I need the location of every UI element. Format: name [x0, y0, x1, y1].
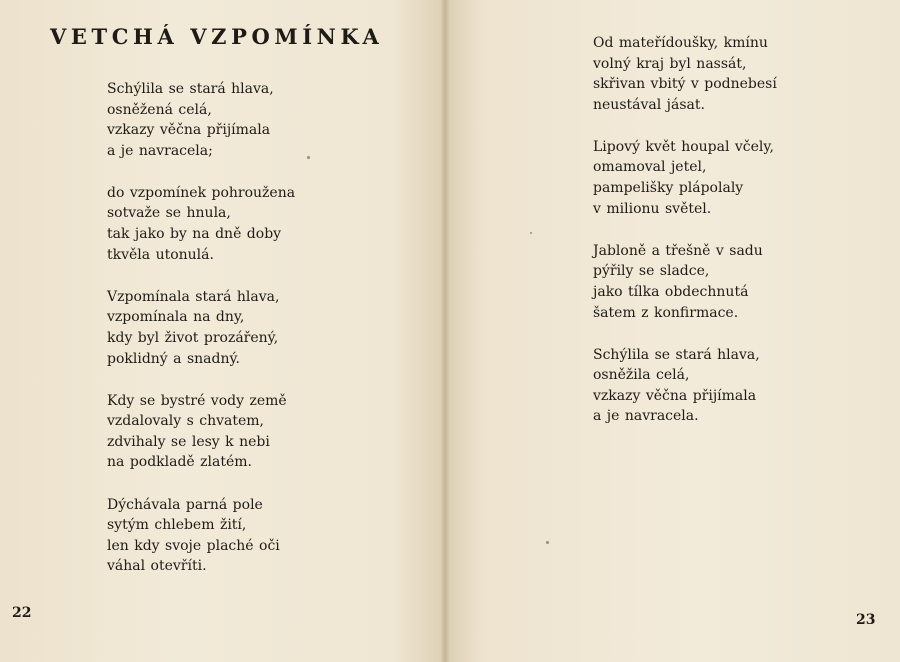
verse-line: jako tílka obdechnutá	[593, 283, 749, 300]
verse-line: Vzpomínala stará hlava,	[107, 288, 280, 305]
verse-line: sotvaže se hnula,	[107, 205, 231, 222]
stanza	[593, 241, 777, 323]
paper-speck	[546, 541, 549, 544]
verse-line: Kdy se bystré vody země	[107, 392, 287, 409]
page-number-left: 22	[12, 605, 32, 621]
right-page	[446, 0, 900, 662]
stanza	[107, 391, 295, 473]
poem-title: VETCHÁ VZPOMÍNKA	[50, 24, 384, 49]
verse-line: pýřily se sladce,	[593, 263, 710, 280]
verse-line: sytým chlebem žití,	[107, 517, 247, 534]
verse-line: na podkladě zlatém.	[107, 454, 253, 471]
verse-line: Lipový květ houpal včely,	[593, 138, 774, 155]
verse-line: neustával jásat.	[593, 96, 705, 113]
verse-line: len kdy svoje plaché oči	[107, 537, 280, 554]
verse-line: skřivan vbitý v podnebesí	[593, 76, 777, 93]
verse-line: omamoval jetel,	[593, 159, 707, 176]
stanza	[107, 79, 295, 161]
verse-line: vzkazy věčna přijímala	[107, 122, 271, 139]
verse-line: vzpomínala na dny,	[107, 309, 245, 326]
stanza	[107, 287, 295, 369]
verse-line: Schýlila se stará hlava,	[593, 346, 760, 363]
verse-line: vzdalovaly s chvatem,	[107, 413, 264, 430]
verse-line: Jabloně a třešně v sadu	[593, 242, 763, 259]
verse-line: do vzpomínek pohroužena	[107, 184, 296, 201]
verse-line: v milionu světel.	[593, 200, 712, 217]
verse-line: a je navracela.	[593, 408, 699, 425]
poem-right-column	[593, 33, 777, 449]
verse-line: zdvihaly se lesy k nebi	[107, 433, 270, 450]
stanza	[593, 345, 777, 427]
verse-line: a je navracela;	[107, 142, 213, 159]
verse-line: poklidný a snadný.	[107, 350, 240, 367]
verse-line: tkvěla utonulá.	[107, 246, 214, 263]
verse-line: Schýlila se stará hlava,	[107, 81, 274, 97]
verse-line: osněžila celá,	[593, 367, 690, 384]
verse-line: osněžená celá,	[107, 101, 212, 118]
stanza	[593, 33, 777, 115]
verse-line: šatem z konfirmace.	[593, 304, 739, 321]
paper-speck	[307, 156, 310, 159]
paper-speck	[530, 232, 532, 234]
verse-line: kdy byl život prozářený,	[107, 329, 279, 346]
verse-line: Od mateřídoušky, kmínu	[593, 35, 768, 51]
poem-left-column	[107, 79, 295, 598]
stanza	[107, 495, 295, 577]
verse-line: váhal otevříti.	[107, 558, 207, 575]
verse-line: Dýchávala parná pole	[107, 496, 263, 513]
stanza	[107, 183, 295, 265]
book-gutter	[440, 0, 450, 662]
stanza	[593, 137, 777, 219]
verse-line: tak jako by na dně doby	[107, 226, 282, 243]
left-page	[0, 0, 446, 662]
verse-line: pampelišky plápolaly	[593, 180, 744, 197]
page-number-right: 23	[856, 612, 876, 628]
verse-line: volný kraj byl nassát,	[593, 55, 747, 72]
verse-line: vzkazy věčna přijímala	[593, 387, 757, 404]
